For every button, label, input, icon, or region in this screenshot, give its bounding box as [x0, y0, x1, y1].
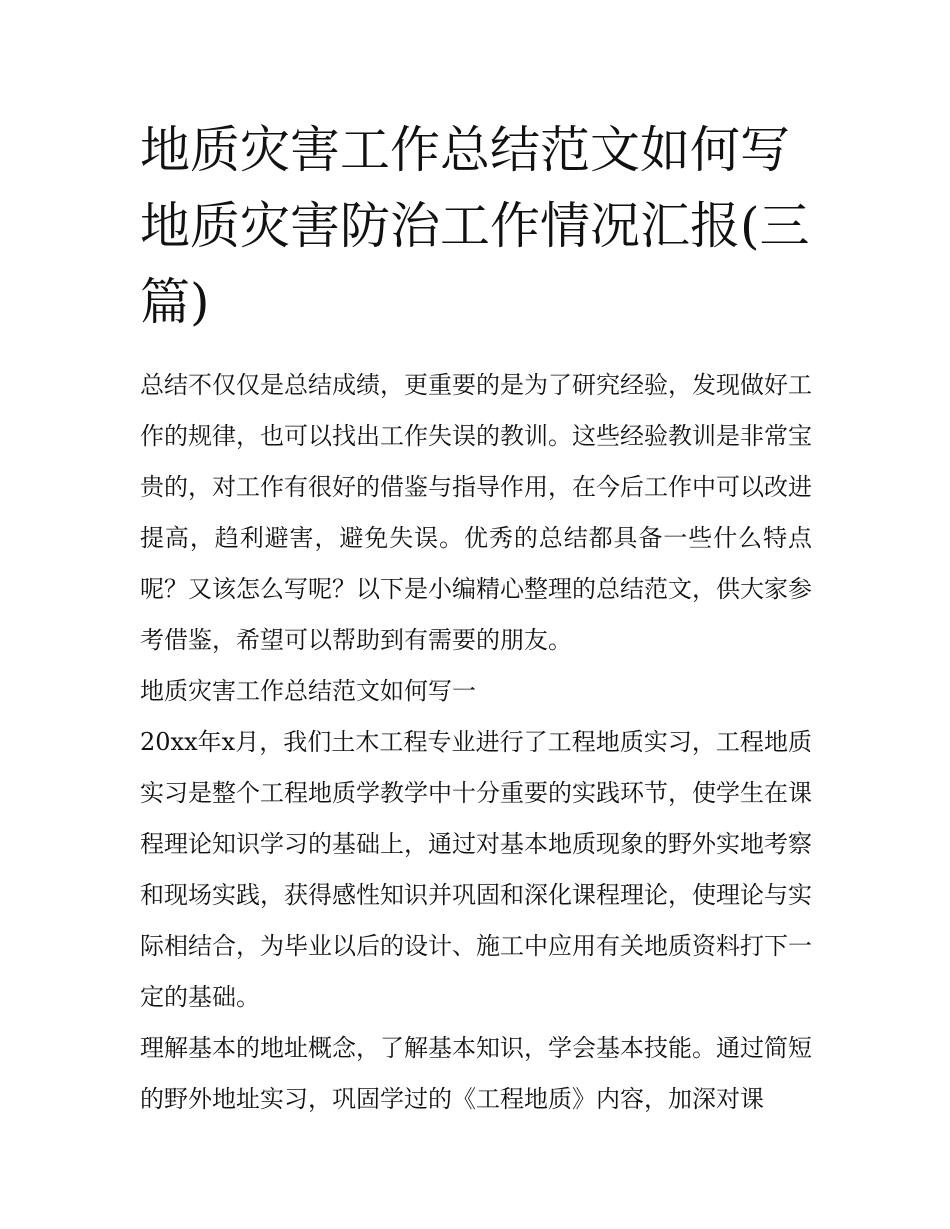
intro-paragraph: 总结不仅仅是总结成绩，更重要的是为了研究经验，发现做好工作的规律，也可以找出工作失误的教训。这些经验教训是非常宝贵的，对工作有很好的借鉴与指导作用，在今后工作中可以改进提高，趋利避害，避免失误。优秀的总结都具备一些什么特点呢？又该怎么写呢？以下是小编精心整理的总结范文，供大家参考借鉴，希望可以帮助到有需要的朋友。	[140, 371, 812, 654]
document-body	[140, 360, 812, 1125]
document-title: 地质灾害工作总结范文如何写地质灾害防治工作情况汇报(三篇)	[140, 121, 810, 331]
document-page	[140, 112, 812, 1125]
body-paragraph: 理解基本的地址概念，了解基本知识，学会基本技能。通过简短的野外地址实习，巩固学过的《工程地质》内容，加深对课	[140, 1034, 812, 1113]
body-paragraph: 20xx年x月，我们土木工程专业进行了工程地质实习，工程地质实习是整个工程地质学教学中十分重要的实践环节，使学生在课程理论知识学习的基础上，通过对基本地质现象的野外实地考察和现场实践，获得感性知识并巩固和深化课程理论，使理论与实际相结合，为毕业以后的设计、施工中应用有关地质资料打下一定的基础。	[140, 728, 812, 1011]
section-heading: 地质灾害工作总结范文如何写一	[140, 677, 476, 705]
